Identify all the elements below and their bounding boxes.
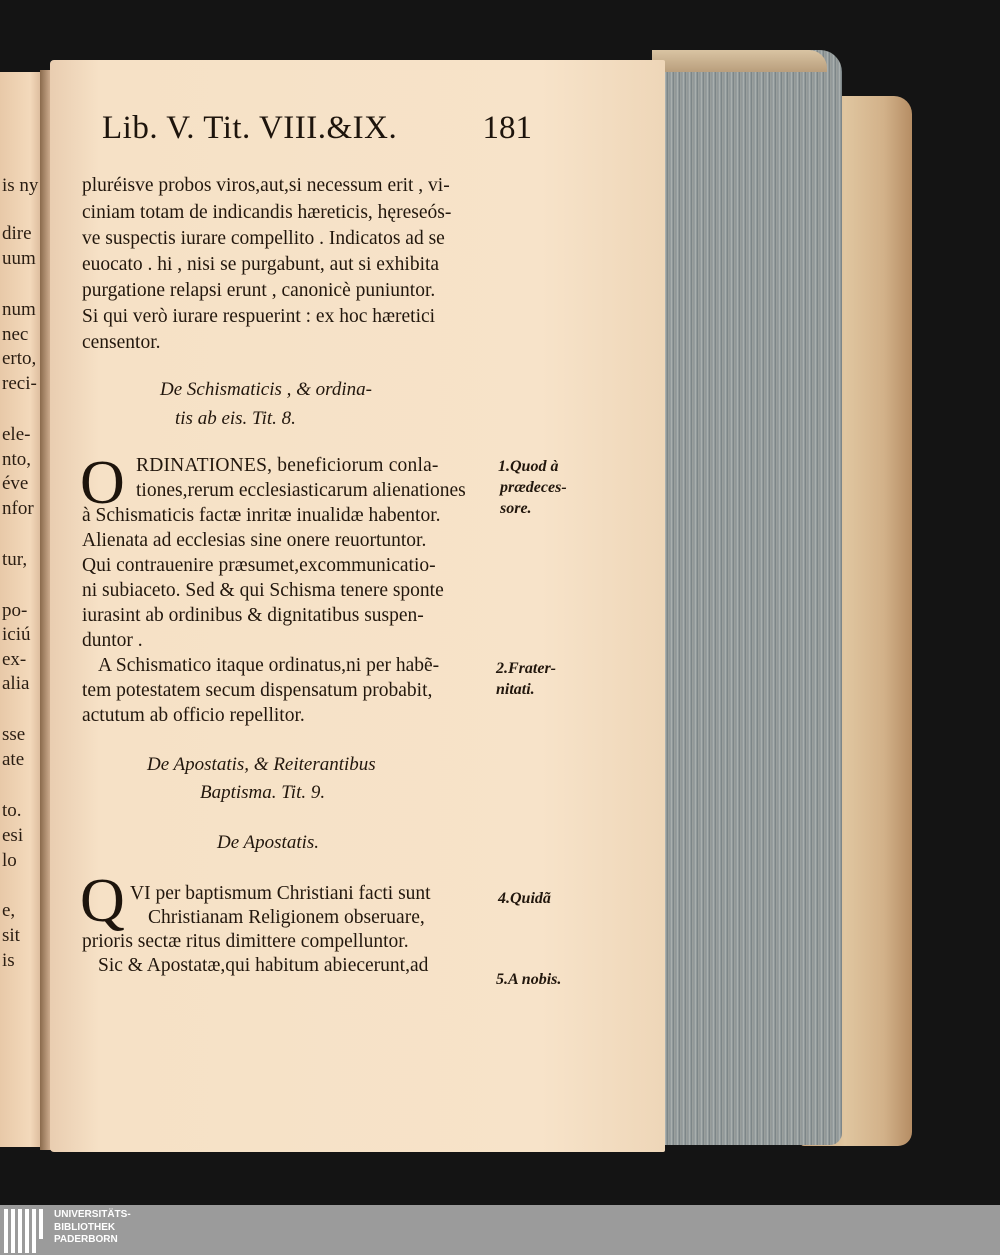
page-header — [102, 110, 532, 156]
left-page-fragment: erto, — [2, 348, 37, 369]
sub-heading: De Apostatis. — [217, 832, 320, 853]
body-line: pluréisve probos viros,aut,si necessum erit , vi- — [82, 175, 450, 196]
body-line: Christianam Religionem obseruare, — [148, 907, 425, 928]
body-line: duntor . — [82, 630, 143, 651]
left-page-fragment: e, — [2, 900, 16, 921]
body-line: Si qui verò iurare respuerint : ex hoc hæretici — [82, 306, 436, 327]
body-line: purgatione relapsi erunt , canonicè puniuntor. — [82, 280, 436, 301]
margin-note: prædeces- — [500, 479, 567, 496]
body-line: Sic & Apostatæ,qui habitum abiecerunt,ad — [98, 955, 429, 976]
left-page-fragment: uum — [2, 248, 36, 269]
margin-note: 2.Frater- — [496, 660, 556, 677]
body-line: tem potestatem secum dispensatum probabit, — [82, 680, 433, 701]
body-line: prioris sectæ ritus dimittere compelluntor. — [82, 931, 409, 952]
section-heading: De Apostatis, & Reiterantibus — [147, 754, 376, 775]
body-line: tiones,rerum ecclesiasticarum alienationes — [136, 480, 466, 501]
body-line: A Schismatico itaque ordinatus,ni per habẽ- — [98, 655, 440, 676]
left-page-fragment: is — [2, 950, 15, 971]
left-page-fragment: iciú — [2, 624, 31, 645]
body-line: Alienata ad ecclesias sine onere reuortuntor. — [82, 530, 427, 551]
margin-note: 4.Quidã — [498, 890, 551, 907]
body-line: ciniam totam de indicandis hæreticis, hęreseós- — [82, 202, 452, 223]
body-line: ve suspectis iurare compellito . Indicatos ad se — [82, 228, 445, 249]
left-page-fragment: nec — [2, 324, 29, 345]
page-number: 181 — [482, 110, 532, 146]
left-page-fragment: dire — [2, 223, 32, 244]
left-page-fragment: éve — [2, 473, 29, 494]
library-footer — [0, 1205, 1000, 1255]
library-name-line: UNIVERSITÄTS- — [54, 1209, 131, 1220]
drop-cap: Q — [80, 867, 125, 935]
left-page-fragment: tur, — [2, 549, 28, 570]
left-page-fragment: sit — [2, 925, 20, 946]
body-line: iurasint ab ordinibus & dignitatibus suspen- — [82, 605, 424, 626]
left-page-fragment: ele- — [2, 424, 31, 445]
left-page-fragment: nto, — [2, 449, 32, 470]
margin-note: 1.Quod à — [498, 458, 559, 475]
library-name-line: BIBLIOTHEK — [54, 1221, 116, 1233]
library-name-line: PADERBORN — [54, 1234, 118, 1245]
library-name — [54, 1209, 131, 1247]
body-line: Qui contrauenire præsumet,excommunicatio- — [82, 555, 436, 576]
body-line: euocato . hi , nisi se purgabunt, aut si exhibita — [82, 254, 440, 275]
left-page-fragment: po- — [2, 600, 28, 621]
body-line: à Schismaticis factæ inritæ inualidæ habentor. — [82, 505, 441, 526]
body-line: RDINATIONES, beneficiorum conla- — [136, 455, 439, 476]
left-page-fragment: alia — [2, 673, 30, 694]
margin-note: nitati. — [496, 681, 535, 698]
left-page-fragment: num — [2, 299, 36, 320]
university-library-logo-icon — [4, 1209, 42, 1253]
body-line: VI per baptismum Christiani facti sunt — [130, 883, 431, 904]
left-page-fragment: reci- — [2, 373, 37, 394]
body-line: actutum ab officio repellitor. — [82, 705, 305, 726]
left-page-fragment: ate — [2, 749, 25, 770]
left-page-fragment: is ny — [2, 175, 39, 196]
margin-note: 5.A nobis. — [496, 971, 562, 988]
left-page-fragment: sse — [2, 724, 26, 745]
section-heading: tis ab eis. Tit. 8. — [175, 408, 296, 429]
page-edges — [652, 50, 842, 1145]
left-page-fragment: nfor — [2, 498, 34, 519]
section-heading: De Schismaticis , & ordina- — [160, 379, 372, 400]
left-page-fragment: to. — [2, 800, 22, 821]
body-line: ni subiaceto. Sed & qui Schisma tenere sponte — [82, 580, 444, 601]
drop-cap: O — [80, 449, 125, 517]
left-page-fragment: esi — [2, 825, 24, 846]
left-page-fragment: ex- — [2, 649, 27, 670]
running-title: Lib. V. Tit. VIII.&IX. — [102, 110, 398, 146]
margin-note: sore. — [500, 500, 532, 517]
section-heading: Baptisma. Tit. 9. — [200, 782, 326, 803]
left-page-fragment: lo — [2, 850, 17, 871]
page-edges-top — [652, 50, 827, 72]
body-line: censentor. — [82, 332, 161, 353]
